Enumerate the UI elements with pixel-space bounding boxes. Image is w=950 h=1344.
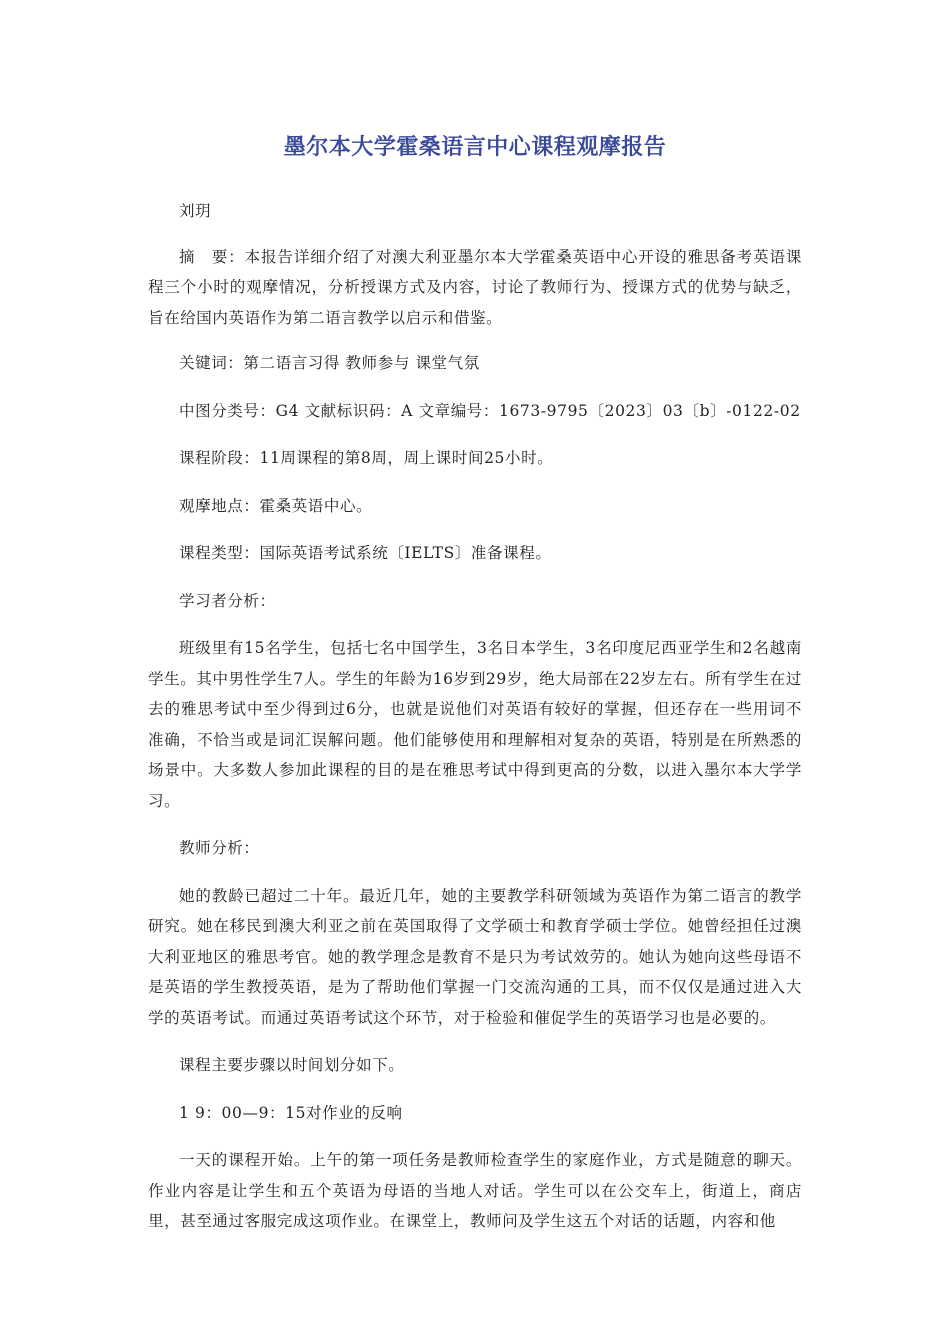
author: 刘玥 — [179, 202, 212, 220]
step-1-text: 一天的课程开始。上午的第一项任务是教师检查学生的家庭作业，方式是随意的聊天。作业内容是让学生和五个英语为母语的当地人对话。学生可以在公交车上，街道上，商店里，甚至通过客服完成这项作业。在课堂上，教师问及学生这五个对话的话题，内容和他 — [148, 1151, 802, 1230]
observation-location: 观摩地点：霍桑英语中心。 — [179, 496, 373, 515]
course-type: 课程类型：国际英语考试系统〔IELTS〕准备课程。 — [179, 544, 552, 562]
abstract: 摘 要：本报告详细介绍了对澳大利亚墨尔本大学霍桑英语中心开设的雅思备考英语课程三个小时的观摩情况，分析授课方式及内容，讨论了教师行为、授课方式的优势与缺乏，旨在给国内英语作为第二语言教学以启示和借鉴。 — [148, 247, 802, 327]
classification-info: 中图分类号：G4 文献标识码：A 文章编号：1673-9795〔2023〕03〔b〕-0122-02 — [179, 401, 801, 420]
course-stage: 课程阶段：11周课程的第8周，周上课时间25小时。 — [179, 449, 554, 467]
learner-analysis-heading: 学习者分析： — [179, 591, 276, 610]
course-steps-intro: 课程主要步骤以时间划分如下。 — [179, 1056, 405, 1074]
teacher-analysis-heading: 教师分析： — [179, 839, 260, 857]
keywords: 关键词：第二语言习得 教师参与 课堂气氛 — [179, 354, 480, 372]
document-title: 墨尔本大学霍桑语言中心课程观摩报告 — [283, 135, 667, 160]
learner-analysis-text: 班级里有15名学生，包括七名中国学生，3名日本学生，3名印度尼西亚学生和2名越南学生。其中男性学生7人。学生的年龄为16岁到29岁，绝大局部在22岁左右。所有学生在过去的雅思考试中至少得到过6分，也就是说他们对英语有较好的掌握，但还存在一些用词不准确，不恰当或是词汇误解问题。他们能够使用和理解相对复杂的英语，特别是在所熟悉的场景中。大多数人参加此课程的目的是在雅思考试中得到更高的分数，以进入墨尔本大学学习。 — [148, 639, 802, 810]
teacher-analysis-text: 她的教龄已超过二十年。最近几年，她的主要教学科研领域为英语作为第二语言的教学研究。她在移民到澳大利亚之前在英国取得了文学硕士和教育学硕士学位。她曾经担任过澳大利亚地区的雅思考官。她的教学理念是教育不是只为考试效劳的。她认为她向这些母语不是英语的学生教授英语，是为了帮助他们掌握一门交流沟通的工具，而不仅仅是通过进入大学的英语考试。而通过英语考试这个环节，对于检验和催促学生的英语学习也是必要的。 — [148, 886, 802, 1027]
step-1-heading: 1 9：00—9：15对作业的反响 — [179, 1103, 403, 1122]
